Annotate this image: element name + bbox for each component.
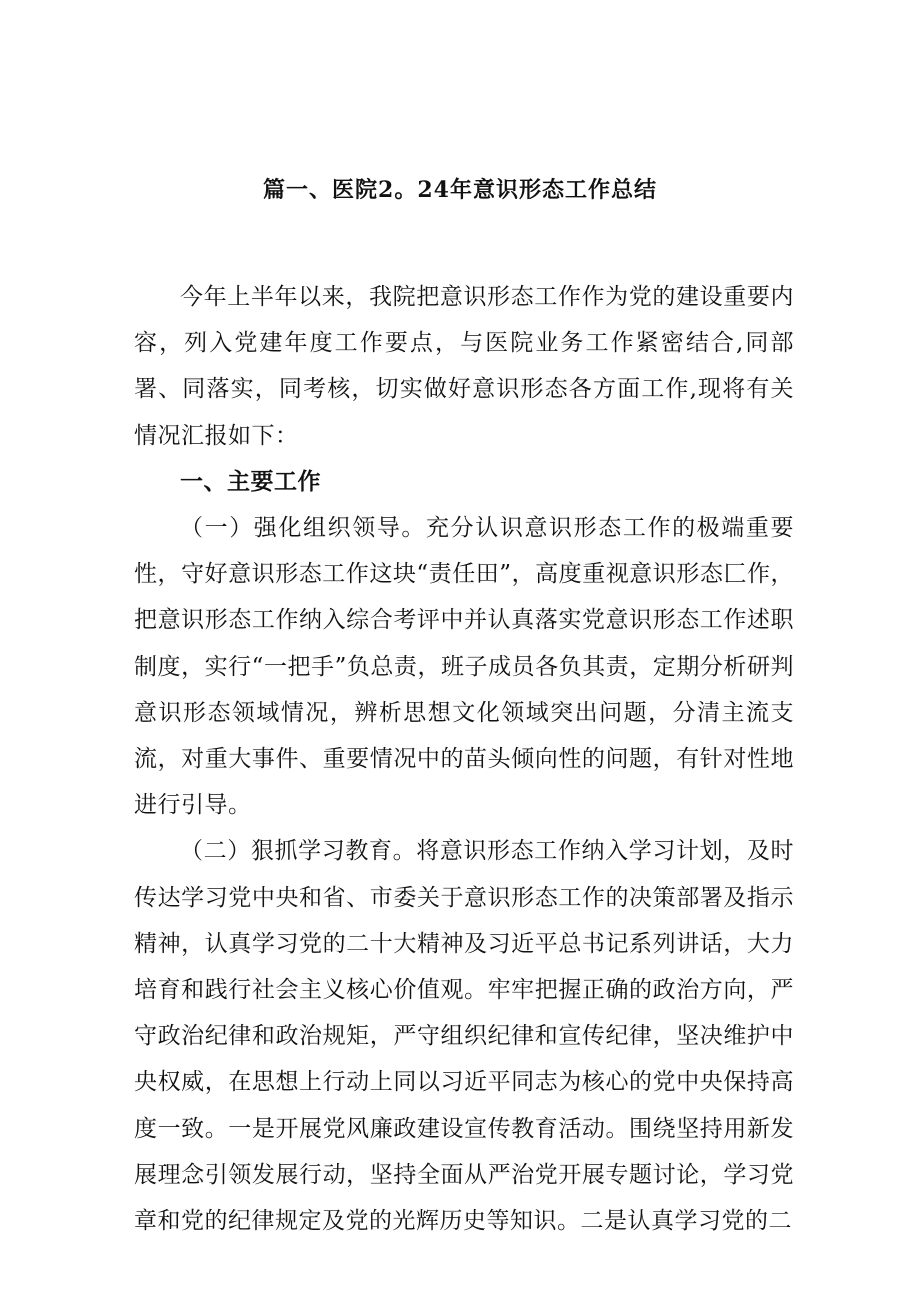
item-paragraph-education: （二）狠抓学习教育。将意识形态工作纳入学习计划，及时传达学习党中央和省、市委关于意识形态工作的决策部署及指示精神，认真学习党的二十大精神及习近平总书记系列讲话，大力培育和践行社会主义核心价值观。牢牢把握正确的政治方向，严守政治纪律和政治规矩，严守组织纪律和宣传纪律，坚决维护中央权威，在思想上行动上同以习近平同志为核心的党中央保持高度一致。一是开展党风廉政建设宣传教育活动。围绕坚持用新发展理念引领发展行动，坚持全面从严治党开展专题讨论，学习党章和党的纪律规定及党的光辉历史等知识。二是认真学习党的二 xyxy=(134,838,794,1235)
document-title: 篇一、医院2。24年意识形态工作总结 xyxy=(263,177,657,203)
section-heading-main-work: 一、主要工作 xyxy=(180,467,321,495)
item-paragraph-organization: （一）强化组织领导。充分认识意识形态工作的极端重要性，守好意识形态工作这块“责任田”，高度重视意识形态匚作，把意识形态工作纳入综合考评中并认真落实党意识形态工作述职制度，实行“一把手”负总责，班子成员各负其责，定期分析研判意识形态领域情况，辨析思想文化领域突出问题，分清主流支流，对重大事件、重要情况中的苗头倾向性的问题，有针对性地进行引导。 xyxy=(134,515,794,819)
intro-paragraph: 今年上半年以来，我院把意识形态工作作为党的建设重要内容，列入党建年度工作要点，与医院业务工作紧密结合,同部署、同落实，同考核，切实做好意识形态各方面工作,现将有关情况汇报如下： xyxy=(134,284,794,449)
document-body xyxy=(134,274,794,1244)
